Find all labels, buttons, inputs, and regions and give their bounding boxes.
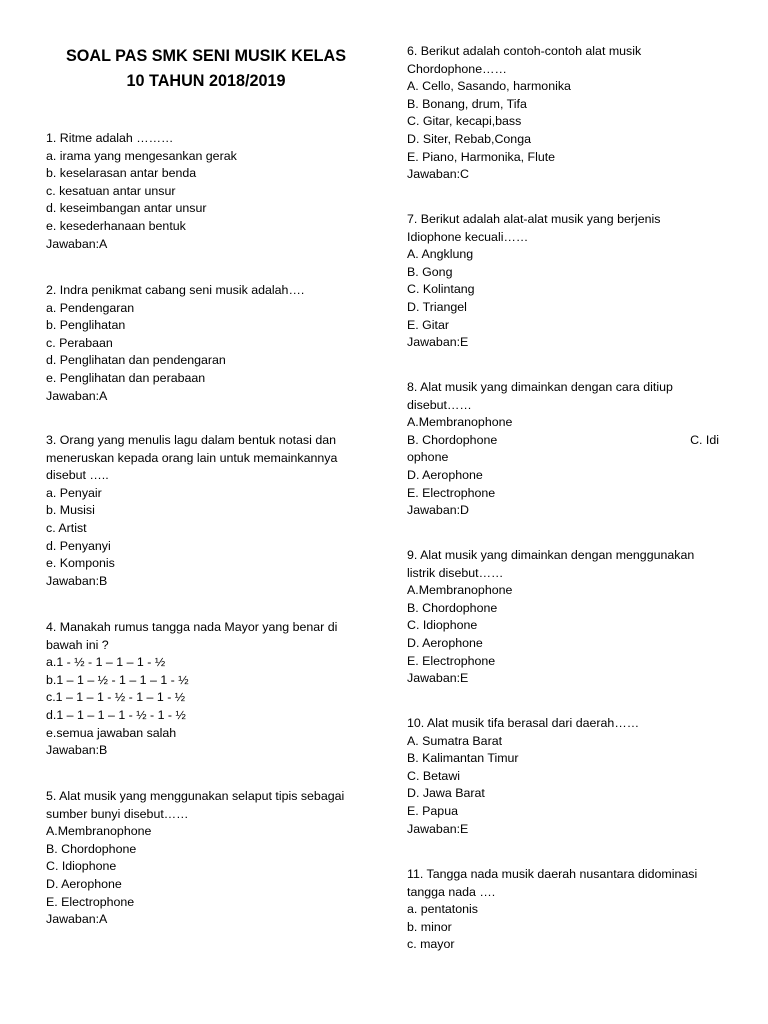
question-stem: Chordophone……	[407, 61, 507, 76]
answer-key: Jawaban:D	[407, 503, 469, 518]
question-stem: Idiophone kecuali……	[407, 229, 529, 244]
option-e: e. Komponis	[46, 556, 115, 571]
question-3	[46, 432, 366, 590]
option-d: d.1 – 1 – 1 – 1 - ½ - 1 - ½	[46, 707, 186, 722]
option-d: D. Aerophone	[46, 876, 122, 891]
question-11	[407, 866, 725, 954]
question-stem: 3. Orang yang menulis lagu dalam bentuk notasi dan	[46, 433, 336, 447]
question-stem: 1. Ritme adalah ………	[46, 131, 174, 145]
option-e: E. Piano, Harmonika, Flute	[407, 149, 556, 164]
answer-key: Jawaban:E	[407, 671, 469, 686]
question-stem: 4. Manakah rumus tangga nada Mayor yang benar di	[46, 620, 338, 634]
question-6	[407, 43, 725, 184]
answer-key: Jawaban:E	[407, 335, 469, 350]
option-e: E. Electrophone	[407, 653, 496, 668]
option-a: A. Cello, Sasando, harmonika	[407, 79, 571, 94]
question-stem: disebut …..	[46, 468, 109, 483]
option-c: C. Kolintang	[407, 282, 475, 297]
question-stem: 6. Berikut adalah contoh-contoh alat musik	[407, 44, 642, 58]
question-stem: 7. Berikut adalah alat-alat musik yang berjenis	[407, 212, 661, 226]
option-d: D. Aerophone	[407, 467, 483, 482]
option-a: A. Sumatra Barat	[407, 733, 503, 748]
question-stem: disebut……	[407, 397, 472, 412]
option-a: a. Pendengaran	[46, 300, 135, 315]
option-e: E. Electrophone	[46, 894, 135, 909]
option-d: D. Aerophone	[407, 635, 483, 650]
option-b: B. Gong	[407, 264, 453, 279]
option-b: b. Musisi	[46, 503, 95, 518]
question-stem: tangga nada ….	[407, 884, 496, 899]
question-7	[407, 211, 725, 352]
option-d: D. Jawa Barat	[407, 786, 485, 801]
option-d: D. Siter, Rebab,Conga	[407, 131, 531, 146]
option-e: E. Electrophone	[407, 485, 496, 500]
document-title	[46, 44, 366, 94]
option-b: B. Kalimantan Timur	[407, 751, 519, 766]
option-e: E. Gitar	[407, 317, 449, 332]
answer-key: Jawaban:A	[46, 236, 108, 251]
option-a: a. irama yang mengesankan gerak	[46, 148, 237, 163]
option-d: d. Penyanyi	[46, 538, 111, 553]
answer-key: Jawaban:E	[407, 821, 469, 836]
title-line-1: SOAL PAS SMK SENI MUSIK KELAS	[65, 47, 347, 65]
question-stem: 2. Indra penikmat cabang seni musik adalah….	[46, 283, 305, 297]
option-d: D. Triangel	[407, 299, 467, 314]
option-c: C. Idiophone	[407, 618, 478, 633]
question-1	[46, 130, 366, 253]
option-a: a.1 - ½ - 1 – 1 – 1 - ½	[46, 655, 166, 670]
question-10	[407, 715, 725, 838]
option-b: B. Chordophone	[46, 841, 137, 856]
option-b: b.1 – 1 – ½ - 1 – 1 – 1 - ½	[46, 672, 189, 687]
option-a: A.Membranophone	[46, 824, 152, 839]
option-row-b-c	[407, 432, 725, 450]
answer-key: Jawaban:A	[46, 388, 108, 403]
title-line-2: 10 TAHUN 2018/2019	[126, 72, 286, 90]
option-b: B. Chordophone	[407, 432, 498, 447]
option-c-continued: ophone	[407, 450, 449, 465]
question-9	[407, 547, 725, 688]
option-c: c. mayor	[407, 937, 455, 952]
option-e: E. Papua	[407, 803, 458, 818]
option-b: B. Bonang, drum, Tifa	[407, 96, 527, 111]
option-c: c. Artist	[46, 520, 87, 535]
question-5	[46, 788, 366, 929]
option-c: c. kesatuan antar unsur	[46, 183, 176, 198]
answer-key: Jawaban:A	[46, 912, 108, 927]
option-c: C. Betawi	[407, 768, 461, 783]
question-stem: bawah ini ?	[46, 637, 109, 652]
option-b: b. Penglihatan	[46, 318, 126, 333]
question-stem: sumber bunyi disebut……	[46, 806, 189, 821]
option-a: A. Angklung	[407, 247, 474, 262]
option-e: e.semua jawaban salah	[46, 725, 177, 740]
option-b: b. minor	[407, 919, 452, 934]
option-e: e. Penglihatan dan perabaan	[46, 370, 206, 385]
answer-key: Jawaban:C	[407, 167, 469, 182]
question-stem: 10. Alat musik tifa berasal dari daerah……	[407, 716, 640, 730]
question-stem: meneruskan kepada orang lain untuk memainkannya	[46, 450, 338, 465]
option-c: c. Perabaan	[46, 335, 113, 350]
question-8	[407, 379, 725, 520]
question-stem: 5. Alat musik yang menggunakan selaput tipis sebagai	[46, 789, 345, 803]
option-e: e. kesederhanaan bentuk	[46, 218, 186, 233]
question-stem: 9. Alat musik yang dimainkan dengan menggunakan	[407, 548, 695, 562]
option-c: C. Gitar, kecapi,bass	[407, 114, 522, 129]
answer-key: Jawaban:B	[46, 573, 108, 588]
question-4	[46, 619, 366, 760]
question-stem: 8. Alat musik yang dimainkan dengan cara ditiup	[407, 380, 673, 394]
option-a: a. pentatonis	[407, 902, 478, 917]
option-a: a. Penyair	[46, 485, 102, 500]
option-d: d. Penglihatan dan pendengaran	[46, 353, 226, 368]
question-stem: 11. Tangga nada musik daerah nusantara didominasi	[407, 867, 698, 881]
option-d: d. keseimbangan antar unsur	[46, 201, 207, 216]
question-stem: listrik disebut……	[407, 565, 504, 580]
question-2	[46, 282, 366, 405]
option-b: b. keselarasan antar benda	[46, 166, 197, 181]
option-c: C. Idi	[690, 432, 719, 447]
answer-key: Jawaban:B	[46, 743, 108, 758]
option-c: C. Idiophone	[46, 859, 117, 874]
option-c: c.1 – 1 – 1 - ½ - 1 – 1 - ½	[46, 690, 186, 705]
option-a: A.Membranophone	[407, 415, 513, 430]
option-a: A.Membranophone	[407, 583, 513, 598]
option-b: B. Chordophone	[407, 600, 498, 615]
